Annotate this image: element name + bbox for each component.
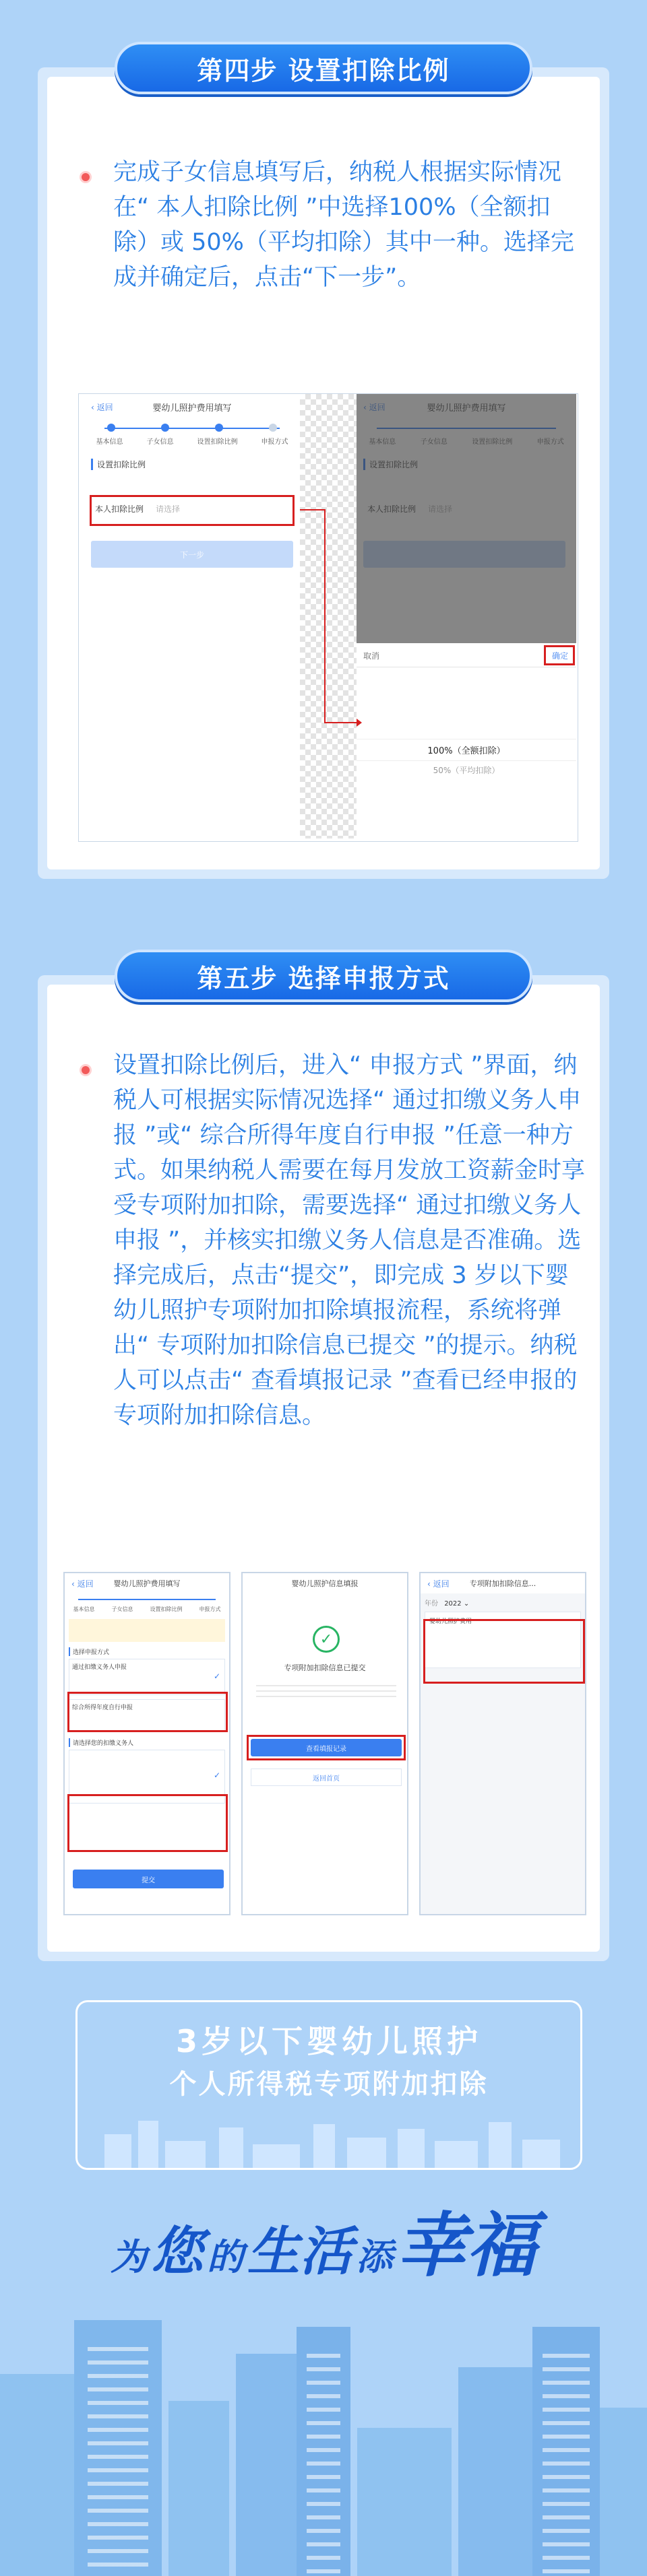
- window-grid: [307, 2354, 340, 2576]
- back-label: 返回: [433, 1579, 450, 1589]
- check-icon: ✓: [213, 1672, 220, 1681]
- section-title: 设置扣除比例: [91, 459, 300, 470]
- info-text-lines: [256, 1681, 396, 1701]
- back-link[interactable]: ‹ 返回: [427, 1579, 450, 1589]
- phone-title: 婴幼儿照护费用填写: [113, 1579, 181, 1588]
- window-grid: [543, 2354, 590, 2576]
- check-icon: ✓: [213, 1771, 220, 1780]
- highlight-box: [67, 1692, 228, 1732]
- view-records-button[interactable]: 查看填报记录: [251, 1739, 402, 1756]
- step-label: 设置扣除比例: [150, 1606, 183, 1612]
- picker-sheet: [357, 643, 576, 838]
- phone-header: [65, 1573, 229, 1593]
- section-title: 选择申报方式: [69, 1647, 225, 1656]
- record-title: 婴幼儿照护费用: [429, 1618, 472, 1625]
- option-label: 综合所得年度自行申报: [72, 1705, 133, 1711]
- banner-line1: 3岁以下婴幼儿照护: [175, 2023, 482, 2059]
- success-message: 专项附加扣除信息已提交: [284, 1663, 366, 1672]
- step4-phone-left: [84, 394, 300, 838]
- phone-header: [84, 394, 300, 420]
- picker-option-100[interactable]: 100%（全额扣除）: [357, 739, 576, 761]
- picker-confirm[interactable]: 确定: [551, 651, 568, 661]
- slogan-part: 幸福: [396, 2204, 536, 2286]
- back-link[interactable]: ‹ 返回: [71, 1579, 94, 1589]
- connector-arrow: [295, 508, 362, 731]
- step-dot: [215, 424, 223, 432]
- step-label: 申报方式: [261, 438, 288, 446]
- field-label: 本人扣除比例: [95, 504, 144, 514]
- step5-card: [38, 975, 609, 1961]
- step-label: 申报方式: [199, 1606, 221, 1612]
- phone-title: 专项附加扣除信息...: [469, 1579, 536, 1588]
- option-via-withholding-agent[interactable]: [69, 1659, 225, 1695]
- phone-header: 婴幼儿照护信息填报: [291, 1579, 359, 1588]
- city-skyline: [0, 2303, 647, 2576]
- step5-phone-submitted: [241, 1572, 408, 1915]
- field-placeholder: 请选择: [156, 504, 181, 514]
- step5-card-inner: [47, 985, 600, 1952]
- slogan-part: 的: [207, 2236, 244, 2278]
- window-grid: [88, 2347, 148, 2576]
- phone-title: 婴幼儿照护费用填写: [152, 403, 232, 414]
- bullet-dot: [80, 171, 92, 183]
- step-dot: [161, 424, 169, 432]
- step-dot: [269, 424, 277, 432]
- year-filter[interactable]: [425, 1597, 581, 1608]
- building: [357, 2428, 452, 2576]
- step-label: 子女信息: [146, 438, 174, 446]
- year-label: 年份: [425, 1600, 438, 1608]
- highlight-box: [247, 1735, 406, 1760]
- highlight-box: [67, 1794, 228, 1852]
- phone-header: [421, 1573, 585, 1593]
- back-home-button[interactable]: 返回首页: [251, 1769, 402, 1786]
- step5-phone-records: [419, 1572, 586, 1915]
- progress-steps: [65, 1593, 229, 1618]
- skyline-illustration: [91, 2114, 571, 2168]
- step-label: 基本信息: [73, 1606, 95, 1612]
- next-button[interactable]: 下一步: [91, 541, 293, 568]
- modal-dim-overlay: [357, 394, 576, 643]
- back-label: 返回: [96, 402, 113, 412]
- step-label: 设置扣除比例: [197, 438, 238, 446]
- step4-title-pill: 第四步 设置扣除比例: [115, 42, 532, 94]
- picker-cancel[interactable]: 取消: [363, 651, 380, 661]
- picker-option-50[interactable]: 50%（平均扣除）: [433, 766, 500, 775]
- confirm-highlight: [544, 645, 575, 665]
- option-label: 通过扣缴义务人申报: [72, 1664, 127, 1671]
- building: [0, 2374, 74, 2576]
- slogan-part: 添: [356, 2236, 393, 2278]
- section-title: 请选择您的扣缴义务人: [69, 1738, 225, 1747]
- step5-title-pill: 第五步 选择申报方式: [115, 950, 532, 1002]
- notice-banner: [69, 1619, 225, 1642]
- step4-card: [38, 67, 609, 879]
- building: [458, 2367, 532, 2576]
- success-check-icon: ✓: [313, 1626, 340, 1653]
- step-dot: [107, 424, 115, 432]
- highlight-box: [90, 495, 295, 526]
- slogan: [0, 2189, 647, 2290]
- progress-steps: [84, 420, 300, 449]
- chevron-down-icon: ⌄: [463, 1600, 470, 1608]
- building: [168, 2401, 229, 2576]
- step5-description: 设置扣除比例后，进入“ 申报方式 ”界面，纳税人可根据实际情况选择“ 通过扣缴义务人申报 ”或“ 综合所得年度自行申报 ”任意一种方式。如果纳税人需要在每月发放工资薪金时享受专项附加扣除，需要选择“ 通过扣缴义务人申报 ”，并核实扣缴义务人信息是否准确。选择完成后，点击“提交”，即完成 3 岁以下婴幼儿照护专项附加扣除填报流程，系统将弹出“ 专项附加扣除信息已提交 ”的提示。纳税人可以点击“ 查看填报记录 ”查看已经申报的专项附加扣除信息。: [113, 1052, 586, 1429]
- step-label: 子女信息: [111, 1606, 133, 1612]
- step-label: 基本信息: [96, 438, 123, 446]
- back-label: 返回: [77, 1579, 94, 1589]
- building: [600, 2408, 647, 2576]
- step5-phone-declaration: [63, 1572, 230, 1915]
- slogan-part: 生活: [247, 2222, 352, 2282]
- bullet-dot: [80, 1064, 92, 1076]
- banner-line2: 个人所得税专项附加扣除: [169, 2069, 489, 2100]
- highlight-box: [423, 1619, 585, 1684]
- progress-line: [78, 1599, 216, 1600]
- year-value: 2022: [444, 1600, 462, 1608]
- back-link[interactable]: ‹ 返回: [91, 402, 113, 412]
- step4-card-inner: [47, 77, 600, 869]
- step4-screenshot: [78, 393, 578, 842]
- submit-button[interactable]: 提交: [73, 1870, 224, 1888]
- slogan-part: 您: [150, 2222, 204, 2282]
- step4-description: 完成子女信息填写后，纳税人根据实际情况在“ 本人扣除比例 ”中选择100%（全额扣除）或 50%（平均扣除）其中一种。选择完成并确定后，点击“下一步”。: [113, 159, 574, 291]
- step4-phone-right: [357, 394, 576, 838]
- promo-banner: [75, 2000, 582, 2170]
- slogan-part: 为: [111, 2236, 148, 2278]
